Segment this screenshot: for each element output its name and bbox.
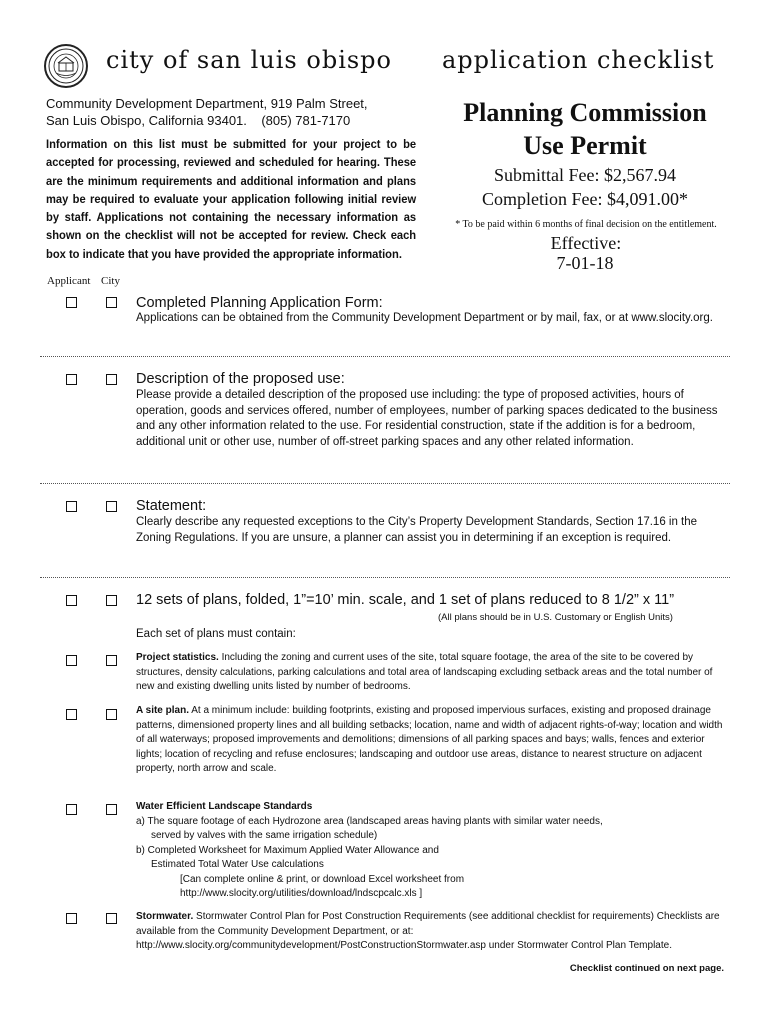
applicant-checkbox[interactable] bbox=[66, 595, 77, 606]
stats-label: Project statistics. bbox=[136, 652, 219, 663]
applicant-checkbox[interactable] bbox=[66, 501, 77, 512]
applicant-checkbox[interactable] bbox=[66, 913, 77, 924]
permit-title bbox=[440, 96, 730, 162]
water-c2: http://www.slocity.org/utilities/download/lndscpcalc.xls ] bbox=[180, 888, 423, 899]
city-checkbox[interactable] bbox=[106, 655, 117, 666]
form-title: Completed Planning Application Form: bbox=[136, 295, 383, 311]
city-title: city of san luis obispo bbox=[106, 46, 392, 74]
city-column-label: City bbox=[101, 275, 120, 287]
fee-note bbox=[455, 216, 717, 256]
site-plan bbox=[136, 704, 726, 777]
description-body: Please provide a detailed description of the proposed use including: the type of proposed activities, hours of operation, goods and services offered, number of employees, number of parking spaces dedicated to the business and any other information related to the use. For residential construction, state if the addition is for a bedroom, additional unit or other use, number of off-street parking spaces and any other related information. bbox=[136, 389, 718, 448]
water-a2: served by valves with the same irrigation schedule) bbox=[151, 830, 378, 841]
city-checkbox[interactable] bbox=[106, 297, 117, 308]
water-c1: [Can complete online & print, or download Excel worksheet from bbox=[180, 873, 465, 885]
water-b2: Estimated Total Water Use calculations bbox=[151, 859, 324, 870]
applicant-checkbox[interactable] bbox=[66, 804, 77, 815]
permit-title-line1: Planning Commission bbox=[463, 98, 707, 127]
effective-date: 7-01-18 bbox=[556, 253, 614, 273]
applicant-column-label: Applicant bbox=[47, 275, 91, 287]
checklist-title: application checklist bbox=[442, 46, 715, 74]
city-checkbox[interactable] bbox=[106, 709, 117, 720]
plans-units-note: (All plans should be in U.S. Customary or English Units) bbox=[438, 612, 673, 623]
description-title: Description of the proposed use: bbox=[136, 371, 345, 387]
fee-note-text: * To be paid within 6 months of final decision on the entitlement. bbox=[455, 219, 717, 230]
divider bbox=[40, 356, 730, 357]
applicant-checkbox[interactable] bbox=[66, 655, 77, 666]
water-a1: a) The square footage of each Hydrozone area (landscaped areas having plants with similar water needs, bbox=[136, 815, 603, 827]
project-statistics bbox=[136, 651, 726, 695]
plans-title: 12 sets of plans, folded, 1”=10’ min. scale, and 1 set of plans reduced to 8 1/2” x 11” bbox=[136, 592, 675, 608]
completion-fee: Completion Fee: $4,091.00* bbox=[482, 189, 688, 209]
applicant-checkbox[interactable] bbox=[66, 374, 77, 385]
stormwater bbox=[136, 910, 726, 954]
department-address bbox=[46, 95, 368, 129]
city-checkbox[interactable] bbox=[106, 595, 117, 606]
city-checkbox[interactable] bbox=[106, 913, 117, 924]
divider bbox=[40, 483, 730, 484]
dept-line-2: San Luis Obispo, California 93401. (805) 781-7170 bbox=[46, 113, 351, 128]
statement-title: Statement: bbox=[136, 498, 207, 514]
submittal-fee: Submittal Fee: $2,567.94 bbox=[494, 165, 676, 185]
continued-note: Checklist continued on next page. bbox=[569, 963, 724, 974]
form-body: Applications can be obtained from the Community Development Department or by mail, fax, or at www.slocity.org. bbox=[136, 312, 713, 324]
applicant-checkbox[interactable] bbox=[66, 709, 77, 720]
city-seal-icon bbox=[44, 44, 88, 88]
stats-body: Including the zoning and current uses of the site, total square footage, the area of the site to be covered by structures, density calculations, parking calculations and total area of landscaping excluding setback areas and the total number of new and existing dwelling units listed by number of bedrooms. bbox=[136, 652, 713, 692]
storm-body: Stormwater Control Plan for Post Construction Requirements (see additional checklist for requirements) Checklists are available from the Community Development Department, or at: http://www.slocity.org/communitydevelopment/PostConstructionStormwater.asp under Stormwater Control Plan Template. bbox=[136, 911, 720, 951]
effective-label: Effective: bbox=[550, 233, 622, 253]
site-body: At a minimum include: building footprints, existing and proposed impervious surfaces, existing and proposed drainage patterns, dimensioned property lines and all building setbacks; location, name and width of adjacent rights-of-way; location and width of all waterways; proposed improvements and demolitions; dimensions of all parking spaces and bays; walls, fences and exterior lights; location of recycling and refuse enclosures; landscaping and outdoor use areas, distance to nearest structure on adjacent property, north arrow and scale. bbox=[136, 705, 723, 774]
city-checkbox[interactable] bbox=[106, 501, 117, 512]
storm-label: Stormwater. bbox=[136, 911, 194, 922]
dept-line-1: Community Development Department, 919 Palm Street, bbox=[46, 96, 368, 111]
permit-title-line2: Use Permit bbox=[523, 131, 647, 160]
city-checkbox[interactable] bbox=[106, 374, 117, 385]
divider bbox=[40, 577, 730, 578]
water-efficient-landscape bbox=[136, 800, 726, 902]
water-b1: b) Completed Worksheet for Maximum Applied Water Allowance and bbox=[136, 844, 439, 856]
site-label: A site plan. bbox=[136, 705, 189, 716]
intro-paragraph: Information on this list must be submitted for your project to be accepted for processing, reviewed and scheduled for hearing. These are the minimum requirements and additional information and plans may be required to evaluate your application following initial review by staff. Applications not containing the necessary information as shown on the checklist will not be accepted for review. Check each box to indicate that you have provided the appropriate information. bbox=[46, 137, 417, 261]
water-label: Water Efficient Landscape Standards bbox=[136, 801, 313, 812]
plans-contain-label: Each set of plans must contain: bbox=[136, 628, 296, 640]
city-checkbox[interactable] bbox=[106, 804, 117, 815]
statement-body: Clearly describe any requested exceptions to the City’s Property Development Standards, Section 17.16 in the Zoning Regulations. If you are unsure, a planner can assist you in determining if an exception is required. bbox=[136, 516, 698, 544]
applicant-checkbox[interactable] bbox=[66, 297, 77, 308]
